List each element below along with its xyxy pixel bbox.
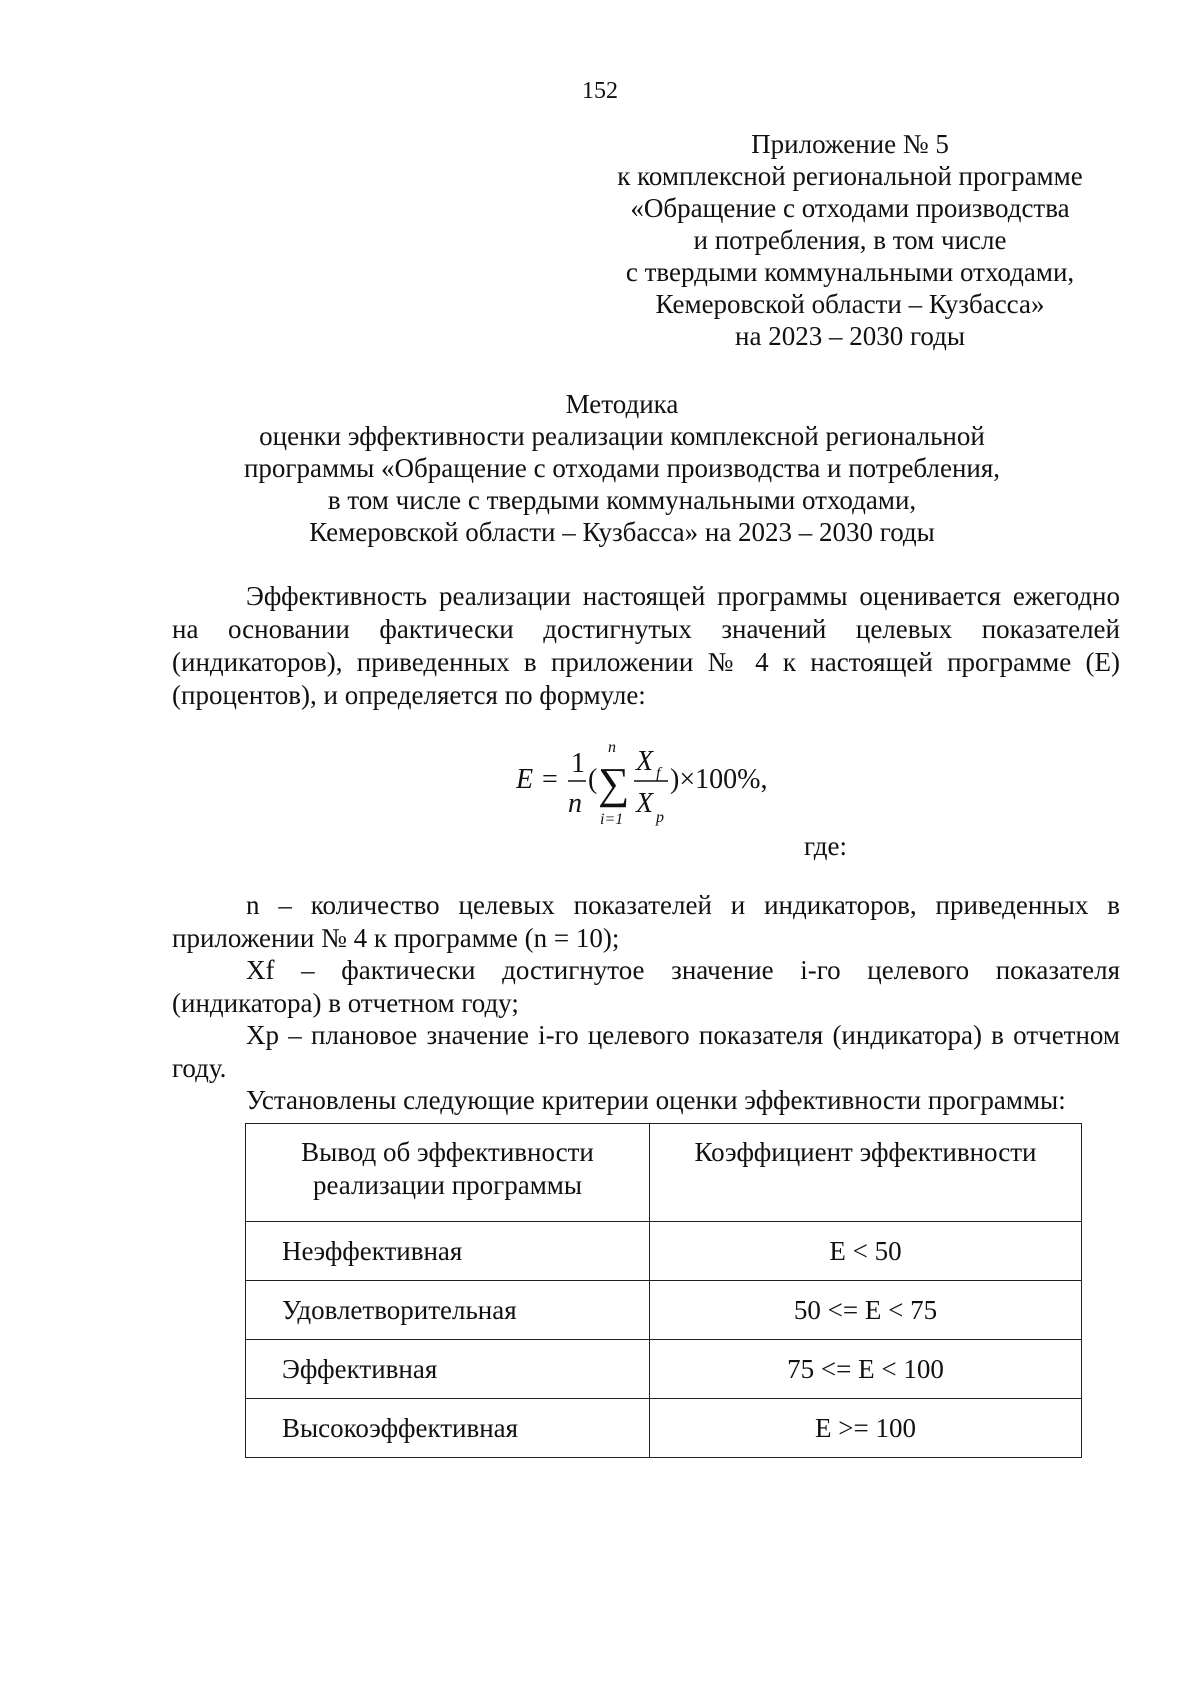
appendix-line: Кемеровской области – Кузбасса» [655, 289, 1045, 319]
methodology-title: Методика [565, 389, 679, 419]
appendix-line: и потребления, в том числе [693, 225, 1007, 255]
appendix-line: с твердыми коммунальными отходами, [625, 257, 1075, 287]
appendix-line: Приложение № 5 [751, 129, 949, 159]
table-cell-conclusion: Удовлетворительная [246, 1281, 650, 1340]
page-number: 152 [582, 78, 618, 104]
criteria-table [245, 1123, 1082, 1458]
formula-sum-upper: n [608, 739, 616, 756]
table-cell-coefficient: 75 <= E < 100 [650, 1340, 1082, 1399]
formula-xf: X [636, 746, 654, 777]
table-header-row [246, 1124, 1082, 1222]
table-cell-conclusion: Неэффективная [246, 1222, 650, 1281]
criteria-intro: Установлены следующие критерии оценки эффективности программы: [246, 1085, 1066, 1115]
methodology-subtitle-line: Кемеровской области – Кузбасса» на 2023 – 2030 годы [309, 517, 935, 547]
formula-tail: )×100%, [670, 764, 768, 795]
formula-lhs: E [516, 764, 534, 795]
table-row [246, 1222, 1082, 1281]
methodology-subtitle-line: оценки эффективности реализации комплексной региональной [259, 421, 985, 451]
table-row [246, 1281, 1082, 1340]
definition-n: n – количество целевых показателей и индикаторов, приведенных в приложении № 4 к программе (n = 10); [172, 890, 1120, 953]
appendix-header [600, 128, 1100, 352]
formula-equals: = [542, 764, 558, 795]
formula-xp-sub: p [656, 809, 664, 826]
formula-open-paren: ( [588, 764, 598, 795]
table-header-cell: Вывод об эффективности реализации программы [246, 1124, 650, 1222]
table-cell-coefficient: E >= 100 [650, 1399, 1082, 1458]
appendix-line: на 2023 – 2030 годы [735, 321, 965, 351]
formula-xp: X [636, 788, 654, 819]
efficiency-formula [516, 738, 806, 834]
where-label: где: [804, 831, 847, 861]
table-header-cell: Коэффициент эффективности [650, 1124, 1082, 1222]
formula-xf-sub: f [656, 765, 661, 782]
table-cell-coefficient: 50 <= E < 75 [650, 1281, 1082, 1340]
table-cell-conclusion: Высокоэффективная [246, 1399, 650, 1458]
table-cell-conclusion: Эффективная [246, 1340, 650, 1399]
definition-xp: Xp – плановое значение i-го целевого показателя (индикатора) в отчетном году. [172, 1020, 1120, 1083]
table-row [246, 1399, 1082, 1458]
table-cell-coefficient: E < 50 [650, 1222, 1082, 1281]
methodology-subtitle-line: программы «Обращение с отходами производства и потребления, [243, 453, 1001, 483]
table-row [246, 1340, 1082, 1399]
intro-paragraph: Эффективность реализации настоящей программы оценивается ежегодно на основании фактически достигнутых значений целевых показателей (индикаторов), приведенных в приложении № 4 к настоящей программе (E) (процентов), и определяется по формуле: [172, 581, 1120, 710]
appendix-line: «Обращение с отходами производства [630, 193, 1070, 223]
formula-sum-sign: ∑ [598, 759, 630, 808]
formula-frac-den: n [568, 788, 582, 819]
methodology-heading [172, 388, 1072, 548]
appendix-line: к комплексной региональной программе [617, 161, 1083, 191]
methodology-subtitle-line: в том числе с твердыми коммунальными отходами, [327, 485, 917, 515]
definition-xf: Xf – фактически достигнутое значение i-го целевого показателя (индикатора) в отчетном году; [172, 955, 1120, 1018]
formula-sum-lower: i=1 [600, 811, 624, 828]
formula-frac-num: 1 [571, 748, 585, 779]
